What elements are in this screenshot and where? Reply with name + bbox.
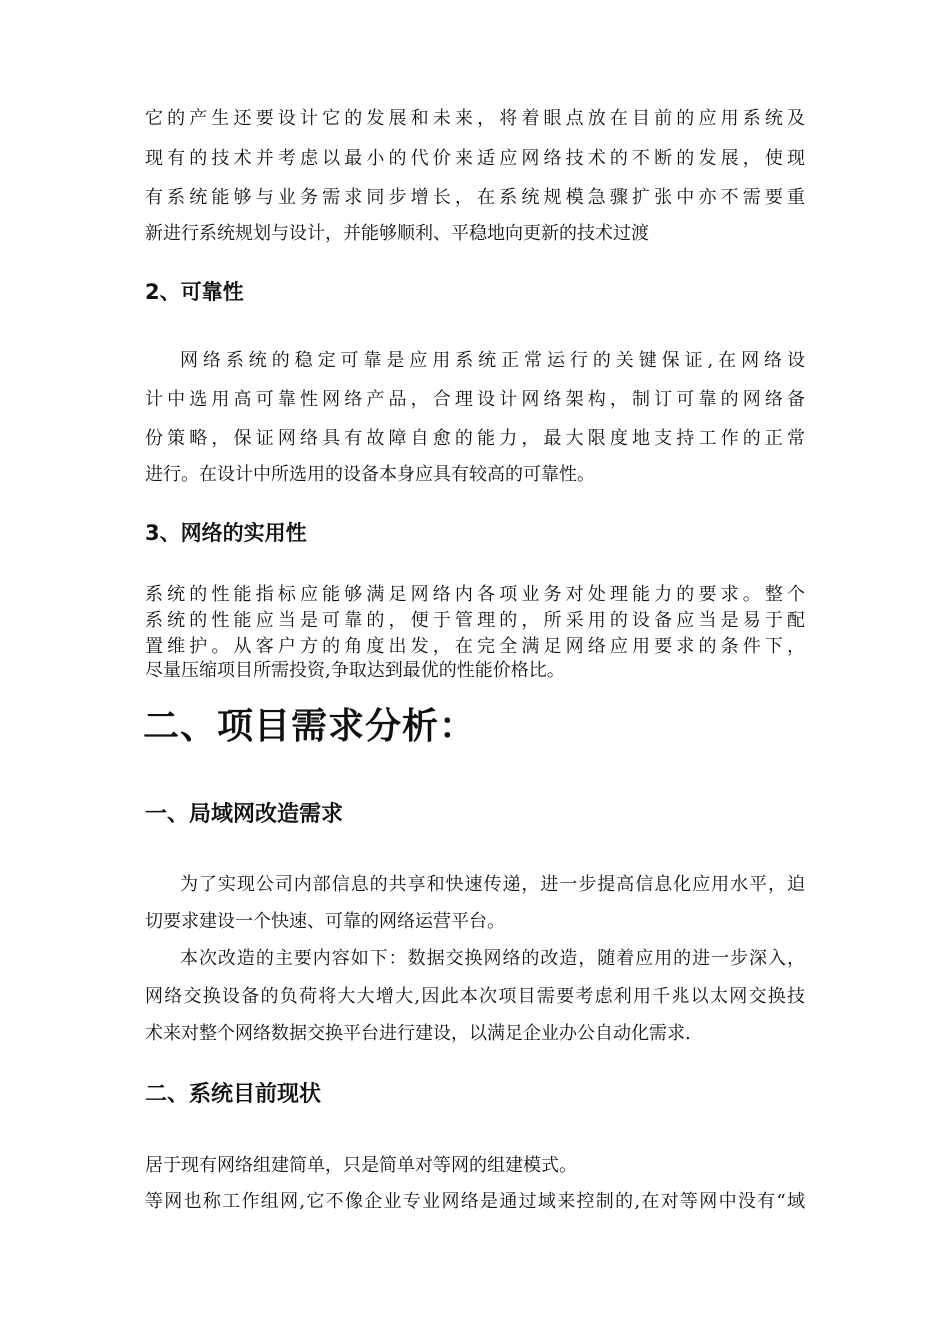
paragraph-line: 系统的性能指标应能够满足网络内各项业务对处理能力的要求。整个 [145, 584, 805, 605]
section-heading-reliability: 2、可靠性 [145, 280, 244, 304]
paragraph-line: 等网也称工作组网,它不像企业专业网络是通过域来控制的,在对等网中没有“域 [145, 1191, 805, 1212]
paragraph-line: 网络系统的稳定可靠是应用系统正常运行的关键保证,在网络设 [180, 350, 805, 371]
paragraph-line: 网络交换设备的负荷将大大增大,因此本次项目需要考虑利用千兆以太网交换技 [145, 986, 805, 1007]
paragraph-line: 居于现有网络组建简单，只是简单对等网的组建模式。 [145, 1155, 577, 1176]
paragraph-line: 进行。在设计中所选用的设备本身应具有较高的可靠性。 [145, 464, 595, 485]
paragraph-line: 置维护。从客户方的角度出发，在完全满足网络应用要求的条件下， [145, 636, 805, 657]
paragraph-line: 为了实现公司内部信息的共享和快速传递，进一步提高信息化应用水平，迫 [180, 874, 805, 895]
paragraph-line: 切要求建设一个快速、可靠的网络运营平台。 [145, 911, 505, 932]
paragraph-line: 份策略，保证网络具有故障自愈的能力，最大限度地支持工作的正常 [145, 428, 805, 449]
section-heading-current-status: 二、系统目前现状 [145, 1082, 322, 1107]
chapter-heading: 二、项目需求分析： [143, 706, 477, 747]
paragraph-line: 现有的技术并考虑以最小的代价来适应网络技术的不断的发展，使现 [145, 148, 805, 169]
paragraph-line: 系统的性能应当是可靠的，便于管理的，所采用的设备应当是易于配 [145, 610, 805, 631]
paragraph-line: 本次改造的主要内容如下：数据交换网络的改造，随着应用的进一步深入， [180, 948, 805, 969]
section-heading-lan-requirements: 一、局域网改造需求 [145, 802, 344, 827]
section-heading-practicality: 3、网络的实用性 [145, 521, 307, 545]
paragraph-line: 新进行系统规划与设计，并能够顺利、平稳地向更新的技术过渡 [145, 223, 649, 244]
paragraph-line: 计中选用高可靠性网络产品，合理设计网络架构，制订可靠的网络备 [145, 389, 805, 410]
paragraph-line: 有系统能够与业务需求同步增长，在系统规模急骤扩张中亦不需要重 [145, 187, 805, 208]
paragraph-line: 术来对整个网络数据交换平台进行建设，以满足企业办公自动化需求. [145, 1023, 691, 1044]
paragraph-line: 尽量压缩项目所需投资,争取达到最优的性能价格比。 [145, 660, 565, 681]
paragraph-line: 它的产生还要设计它的发展和未来，将着眼点放在目前的应用系统及 [145, 108, 805, 129]
